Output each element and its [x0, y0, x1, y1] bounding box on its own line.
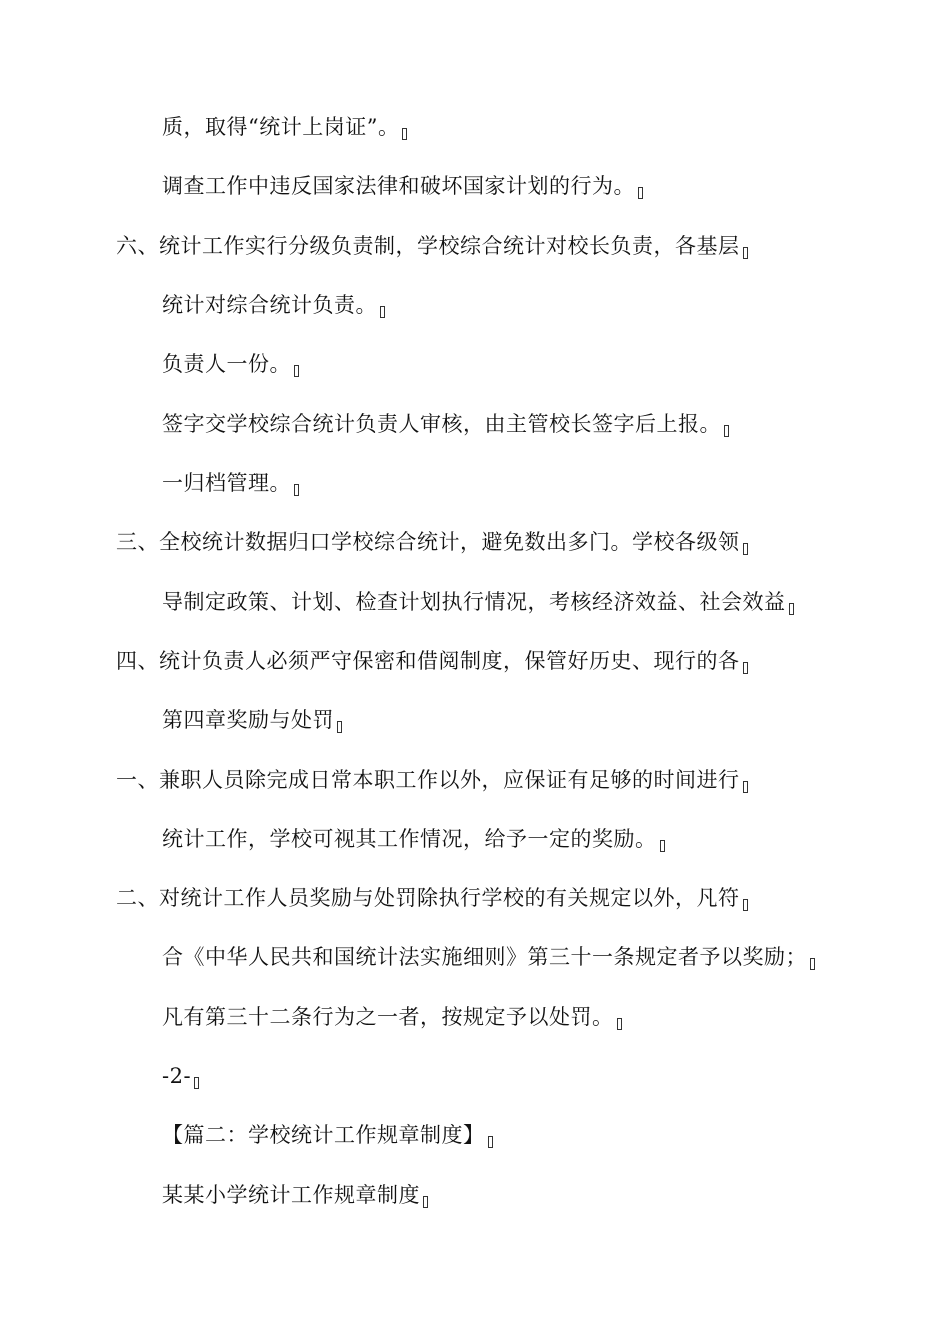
text-line: [162, 706, 342, 734]
line-text: 负责人一份。: [162, 352, 291, 376]
line-text: 三、全校统计数据归口学校综合统计，避免数出多门。学校各级领: [116, 530, 740, 554]
text-line: [162, 410, 729, 438]
line-text: 第四章奖励与处罚: [162, 708, 334, 732]
paragraph-mark-icon: [660, 840, 665, 852]
paragraph-mark-icon: [337, 721, 342, 733]
text-line: [162, 469, 299, 497]
text-line: [162, 172, 643, 200]
paragraph-mark-icon: [743, 899, 748, 911]
line-text: 一、兼职人员除完成日常本职工作以外，应保证有足够的时间进行: [116, 768, 740, 792]
paragraph-mark-icon: [743, 781, 748, 793]
text-line: [162, 825, 665, 853]
text-line: [162, 113, 407, 141]
text-line: [162, 350, 299, 378]
text-line: [116, 766, 748, 794]
paragraph-mark-icon: [194, 1077, 199, 1089]
text-line: [116, 884, 748, 912]
line-text: 调查工作中违反国家法律和破坏国家计划的行为。: [162, 174, 635, 198]
paragraph-mark-icon: [294, 484, 299, 496]
line-text: 凡有第三十二条行为之一者，按规定予以处罚。: [162, 1005, 614, 1029]
paragraph-mark-icon: [617, 1018, 622, 1030]
section-title: [162, 1121, 493, 1149]
line-text: 四、统计负责人必须严守保密和借阅制度，保管好历史、现行的各: [116, 649, 740, 673]
paragraph-mark-icon: [724, 425, 729, 437]
page-number: [162, 1062, 199, 1090]
paragraph-mark-icon: [743, 543, 748, 555]
line-text: 某某小学统计工作规章制度: [162, 1183, 420, 1207]
line-text: 导制定政策、计划、检查计划执行情况，考核经济效益、社会效益: [162, 590, 786, 614]
paragraph-mark-icon: [810, 958, 815, 970]
line-text: 质，取得“统计上岗证”。: [162, 115, 400, 139]
paragraph-mark-icon: [789, 603, 794, 615]
line-text: 六、统计工作实行分级负责制，学校综合统计对校长负责，各基层: [116, 234, 740, 258]
line-text: 二、对统计工作人员奖励与处罚除执行学校的有关规定以外，凡符: [116, 886, 740, 910]
paragraph-mark-icon: [743, 662, 748, 674]
line-text: 合《中华人民共和国统计法实施细则》第三十一条规定者予以奖励；: [162, 945, 807, 969]
text-line: [116, 232, 748, 260]
paragraph-mark-icon: [743, 247, 748, 259]
line-text: 签字交学校综合统计负责人审核，由主管校长签字后上报。: [162, 412, 721, 436]
paragraph-mark-icon: [488, 1136, 493, 1148]
line-text: 【篇二：学校统计工作规章制度】: [162, 1123, 485, 1147]
document-title: [162, 1181, 428, 1209]
line-text: 一归档管理。: [162, 471, 291, 495]
text-line: [162, 943, 815, 971]
paragraph-mark-icon: [380, 306, 385, 318]
text-line: [162, 588, 794, 616]
line-text: -2-: [162, 1064, 192, 1088]
text-line: [116, 528, 748, 556]
paragraph-mark-icon: [294, 365, 299, 377]
paragraph-mark-icon: [423, 1196, 428, 1208]
text-line: [162, 1003, 622, 1031]
text-line: [162, 291, 385, 319]
line-text: 统计对综合统计负责。: [162, 293, 377, 317]
paragraph-mark-icon: [402, 128, 407, 140]
paragraph-mark-icon: [638, 187, 643, 199]
line-text: 统计工作，学校可视其工作情况，给予一定的奖励。: [162, 827, 657, 851]
text-line: [116, 647, 748, 675]
